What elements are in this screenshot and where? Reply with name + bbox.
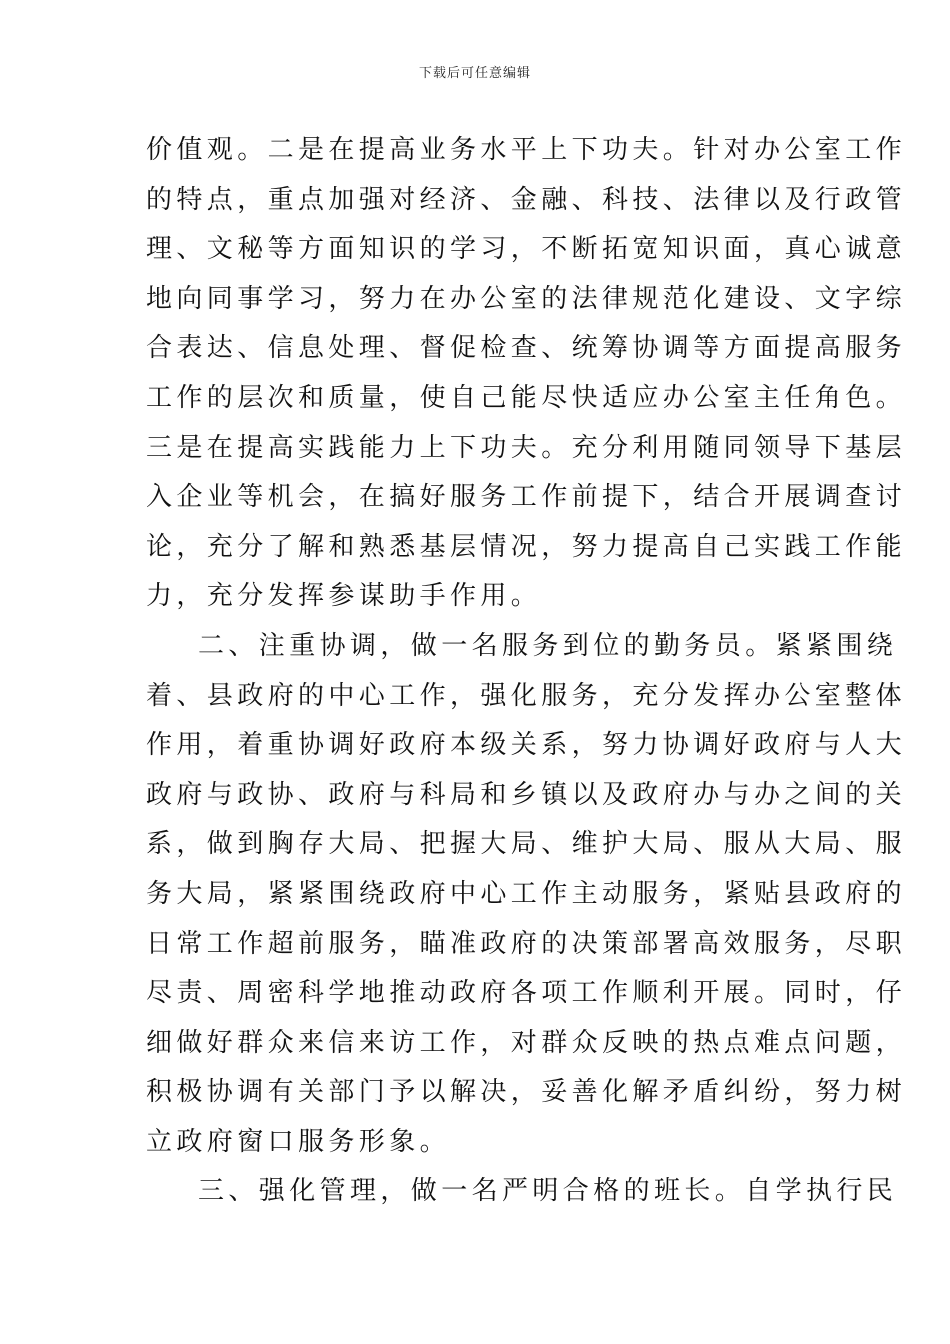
paragraph-line: 工作的层次和质量，使自己能尽快适应办公室主任角色。 bbox=[146, 382, 907, 413]
paragraph-line: 三、强化管理，做一名严明合格的班长。自学执行民 bbox=[198, 1176, 898, 1207]
page-header: 下载后可任意编辑 bbox=[418, 66, 531, 81]
paragraph-line: 作用，着重协调好政府本级关系，努力协调好政府与人大 bbox=[146, 730, 907, 761]
paragraph-line: 地向同事学习，努力在办公室的法律规范化建设、文字综 bbox=[146, 283, 907, 314]
paragraph-line: 尽责、周密科学地推动政府各项工作顺利开展。同时，仔 bbox=[146, 978, 907, 1009]
paragraph-line: 的特点，重点加强对经济、金融、科技、法律以及行政管 bbox=[146, 184, 907, 215]
paragraph-line: 二、注重协调，做一名服务到位的勤务员。紧紧围绕 bbox=[198, 630, 898, 661]
paragraph-line: 积极协调有关部门予以解决，妥善化解矛盾纠纷，努力树 bbox=[146, 1077, 907, 1108]
paragraph-line: 入企业等机会，在搞好服务工作前提下，结合开展调查讨 bbox=[146, 482, 907, 513]
paragraph-line: 着、县政府的中心工作，强化服务，充分发挥办公室整体 bbox=[146, 680, 907, 711]
paragraph-line: 日常工作超前服务，瞄准政府的决策部署高效服务，尽职 bbox=[146, 928, 907, 959]
paragraph-line: 合表达、信息处理、督促检查、统筹协调等方面提高服务 bbox=[146, 333, 907, 364]
paragraph-line: 系，做到胸存大局、把握大局、维护大局、服从大局、服 bbox=[146, 829, 907, 860]
paragraph-line: 论，充分了解和熟悉基层情况，努力提高自己实践工作能 bbox=[146, 531, 907, 562]
paragraph-line: 价值观。二是在提高业务水平上下功夫。针对办公室工作 bbox=[146, 135, 907, 165]
body-text bbox=[146, 126, 907, 1217]
paragraph-line: 细做好群众来信来访工作，对群众反映的热点难点问题， bbox=[146, 1027, 907, 1058]
paragraph-line: 政府与政协、政府与科局和乡镇以及政府办与办之间的关 bbox=[146, 779, 907, 810]
paragraph-line: 立政府窗口服务形象。 bbox=[146, 1126, 451, 1157]
paragraph-line: 力，充分发挥参谋助手作用。 bbox=[146, 581, 542, 612]
paragraph-line: 务大局，紧紧围绕政府中心工作主动服务，紧贴县政府的 bbox=[146, 878, 907, 909]
paragraph-line: 三是在提高实践能力上下功夫。充分利用随同领导下基层 bbox=[146, 432, 907, 463]
paragraph-line: 理、文秘等方面知识的学习，不断拓宽知识面，真心诚意 bbox=[146, 234, 907, 265]
